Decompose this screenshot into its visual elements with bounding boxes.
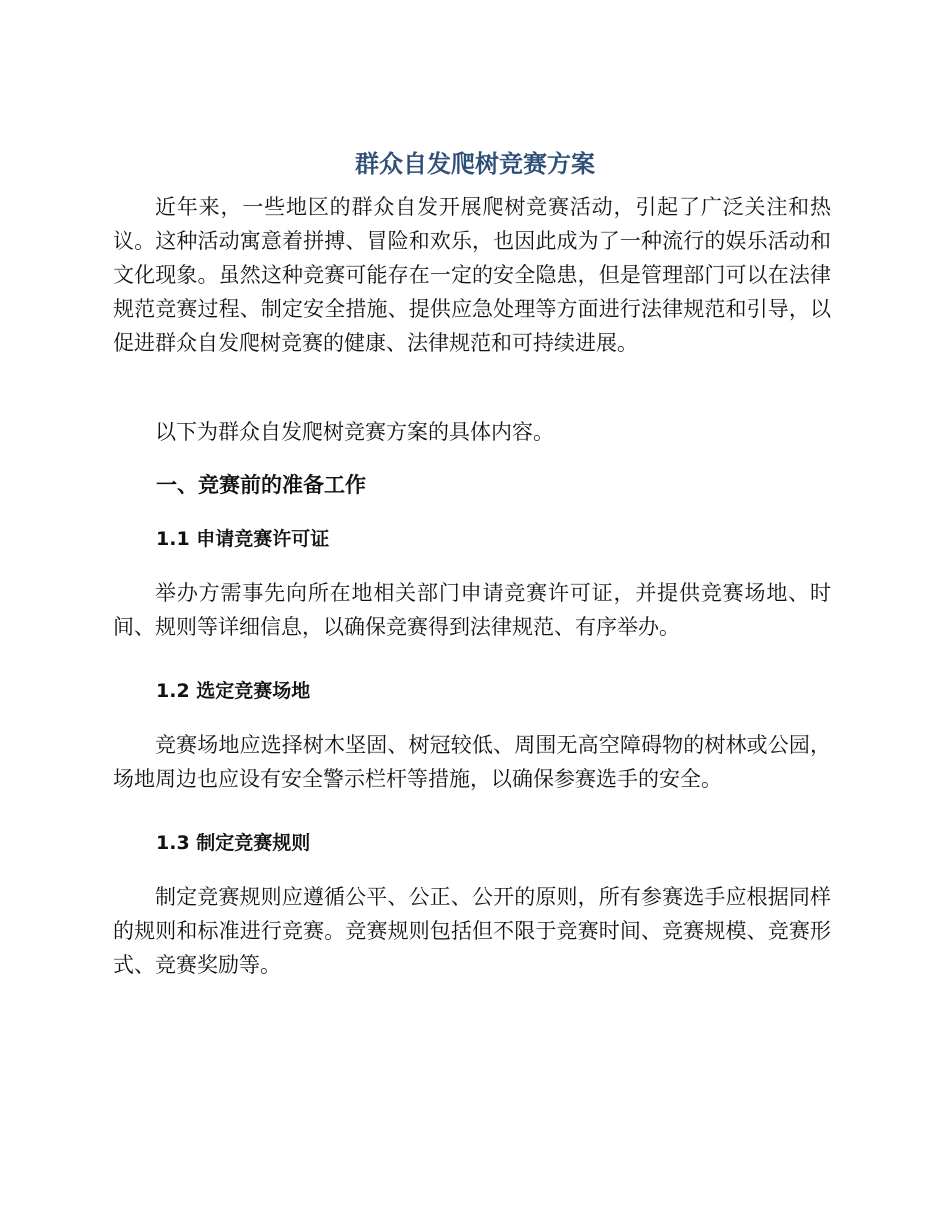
- subsection-text-rules: 制定竞赛规则应遵循公平、公正、公开的原则，所有参赛选手应根据同样的规则和标准进行竞赛。竞赛规则包括但不限于竞赛时间、竞赛规模、竞赛形式、竞赛奖励等。: [113, 885, 831, 977]
- subsection-text-venue: 竞赛场地应选择树木坚固、树冠较低、周围无高空障碍物的树林或公园，场地周边也应设有安全警示栏杆等措施，以确保参赛选手的安全。: [113, 733, 831, 791]
- subsection-text-permit: 举办方需事先向所在地相关部门申请竞赛许可证，并提供竞赛场地、时间、规则等详细信息，以确保竞赛得到法律规范、有序举办。: [113, 581, 831, 639]
- subsection-heading-permit: 1.1 申请竞赛许可证: [156, 528, 330, 550]
- subsection-heading-rules: 1.3 制定竞赛规则: [156, 832, 311, 854]
- lead-paragraph: 以下为群众自发爬树竞赛方案的具体内容。: [155, 420, 554, 444]
- section-heading-preparation: 一、竞赛前的准备工作: [156, 473, 366, 497]
- document-title: 群众自发爬树竞赛方案: [355, 150, 595, 178]
- subsection-heading-venue: 1.2 选定竞赛场地: [156, 680, 311, 702]
- intro-paragraph: 近年来，一些地区的群众自发开展爬树竞赛活动，引起了广泛关注和热议。这种活动寓意着拼搏、冒险和欢乐，也因此成为了一种流行的娱乐活动和文化现象。虽然这种竞赛可能存在一定的安全隐患，但是管理部门可以在法律规范竞赛过程、制定安全措施、提供应急处理等方面进行法律规范和引导，以促进群众自发爬树竞赛的健康、法律规范和可持续进展。: [113, 195, 831, 355]
